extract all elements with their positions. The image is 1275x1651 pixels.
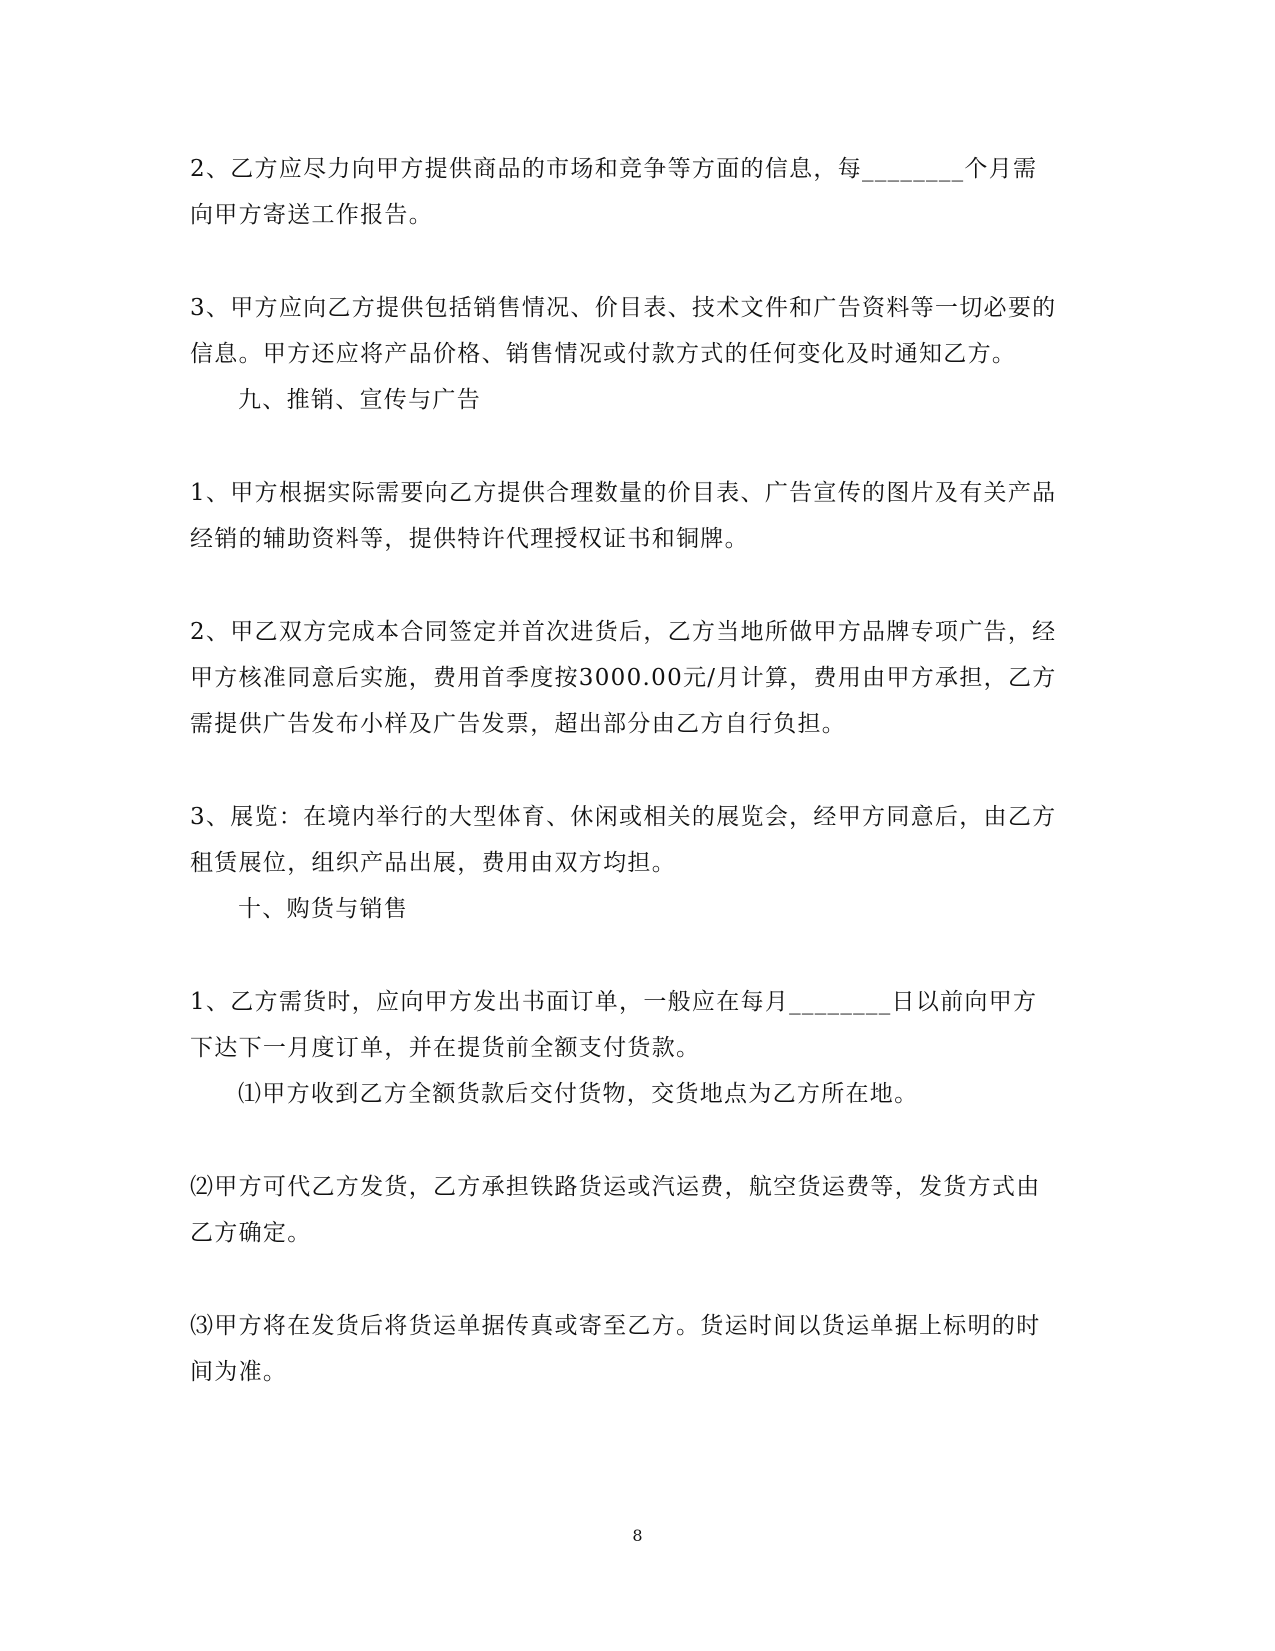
sub-clause-3-line-1: ⑶甲方将在发货后将货运单据传真或寄至乙方。货运时间以货运单据上标明的时	[190, 1313, 1041, 1339]
sub-clause-1: ⑴甲方收到乙方全额货款后交付货物，交货地点为乙方所在地。	[238, 1081, 919, 1107]
clause-8-3-line-2: 信息。甲方还应将产品价格、销售情况或付款方式的任何变化及时通知乙方。	[190, 341, 1017, 367]
clause-10-1-line-1: 1、乙方需货时，应向甲方发出书面订单，一般应在每月________日以前向甲方	[190, 989, 1038, 1015]
clause-8-3-line-1: 3、甲方应向乙方提供包括销售情况、价目表、技术文件和广告资料等一切必要的	[190, 295, 1057, 321]
clause-9-3-line-1: 3、展览：在境内举行的大型体育、休闲或相关的展览会，经甲方同意后，由乙方	[190, 804, 1057, 830]
clause-8-2-line-1: 2、乙方应尽力向甲方提供商品的市场和竞争等方面的信息，每________个月需	[190, 156, 1038, 182]
section-heading-10: 十、购货与销售	[238, 896, 409, 922]
clause-8-2-line-2: 向甲方寄送工作报告。	[190, 202, 433, 228]
page-number: 8	[632, 1526, 643, 1545]
section-heading-9: 九、推销、宣传与广告	[238, 387, 481, 413]
clause-9-2-line-3: 需提供广告发布小样及广告发票，超出部分由乙方自行负担。	[190, 711, 847, 737]
clause-10-1-line-2: 下达下一月度订单，并在提货前全额支付货款。	[190, 1035, 701, 1061]
sub-clause-2-line-1: ⑵甲方可代乙方发货，乙方承担铁路货运或汽运费，航空货运费等，发货方式由	[190, 1174, 1041, 1200]
clause-9-2-line-1: 2、甲乙双方完成本合同签定并首次进货后，乙方当地所做甲方品牌专项广告，经	[190, 619, 1057, 645]
clause-9-1-line-2: 经销的辅助资料等，提供特许代理授权证书和铜牌。	[190, 526, 749, 552]
sub-clause-2-line-2: 乙方确定。	[190, 1220, 312, 1246]
sub-clause-3-line-2: 间为准。	[190, 1359, 288, 1385]
clause-9-2-line-2: 甲方核准同意后实施，费用首季度按3000.00元/月计算，费用由甲方承担，乙方	[190, 665, 1057, 691]
clause-9-1-line-1: 1、甲方根据实际需要向乙方提供合理数量的价目表、广告宣传的图片及有关产品	[190, 480, 1057, 506]
clause-9-3-line-2: 租赁展位，组织产品出展，费用由双方均担。	[190, 850, 676, 876]
